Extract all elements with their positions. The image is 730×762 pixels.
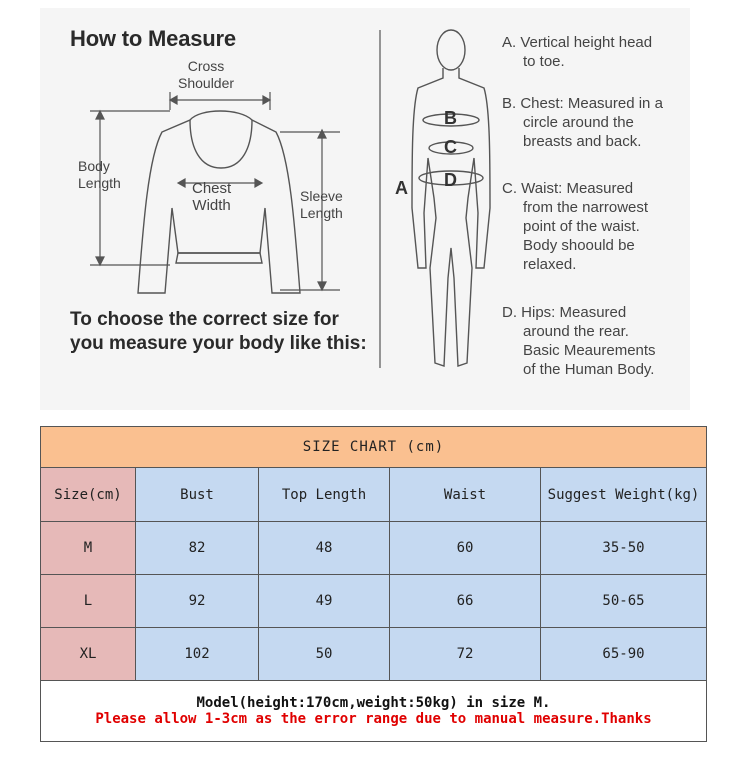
waist-cell: 72 <box>390 628 541 681</box>
bust-cell: 82 <box>136 522 259 575</box>
table-row <box>41 628 707 681</box>
body-length-label: Body Length <box>78 158 121 191</box>
legend-b-line: B. Chest: Measured in a <box>502 95 663 112</box>
bust-cell: 92 <box>136 575 259 628</box>
bust-cell: 102 <box>136 628 259 681</box>
choose-size-text <box>70 308 367 356</box>
legend-c-line: point of the waist. <box>523 218 640 235</box>
weight-cell: 65-90 <box>541 628 707 681</box>
legend-d-line: around the rear. <box>523 323 629 340</box>
legend-a-line: to toe. <box>523 53 565 70</box>
legend-c-line: Body shoould be <box>523 237 635 254</box>
legend-b-line: circle around the <box>523 114 634 131</box>
table-row <box>41 522 707 575</box>
model-note: Model(height:170cm,weight:50kg) in size M. <box>196 695 551 711</box>
size-cell: L <box>41 575 136 628</box>
waist-cell: 66 <box>390 575 541 628</box>
column-header: Suggest Weight(kg) <box>541 468 707 522</box>
legend-d-line: Basic Meaurements <box>523 342 656 359</box>
legend-b-line: breasts and back. <box>523 133 642 150</box>
note-cell <box>41 681 707 742</box>
cross-shoulder-label: Cross Shoulder <box>178 58 235 91</box>
legend-a-line: A. Vertical height head <box>502 34 653 51</box>
legend-d-line: of the Human Body. <box>523 361 655 378</box>
choose-line-1: To choose the correct size for <box>70 309 339 330</box>
letter-b: B <box>444 108 457 128</box>
legend-c-line: C. Waist: Measured <box>502 180 634 197</box>
column-header: Waist <box>390 468 541 522</box>
letter-a: A <box>395 178 408 198</box>
top-length-cell: 50 <box>259 628 390 681</box>
note-row <box>41 681 707 742</box>
legend-c-line: relaxed. <box>523 256 577 273</box>
size-chart-title: SIZE CHART (cm) <box>41 427 707 468</box>
size-chart-title-row <box>41 427 707 468</box>
legend-a <box>502 33 652 71</box>
top-length-cell: 48 <box>259 522 390 575</box>
error-range-note: Please allow 1-3cm as the error range due to manual measure.Thanks <box>95 711 652 727</box>
measure-guide <box>40 8 690 410</box>
column-header: Top Length <box>259 468 390 522</box>
sleeve-length-label: Sleeve Length <box>300 188 343 221</box>
column-header: Bust <box>136 468 259 522</box>
size-chart-table <box>40 426 707 742</box>
weight-cell: 35-50 <box>541 522 707 575</box>
legend-d-line: D. Hips: Measured <box>502 304 627 321</box>
legend-d <box>502 303 656 379</box>
column-header: Size(cm) <box>41 468 136 522</box>
choose-line-2: you measure your body like this: <box>70 333 367 354</box>
letter-d: D <box>444 170 457 190</box>
table-header-row <box>41 468 707 522</box>
size-cell: XL <box>41 628 136 681</box>
legend-c <box>502 179 648 274</box>
size-cell: M <box>41 522 136 575</box>
legend-c-line: from the narrowest <box>523 199 649 216</box>
guide-title: How to Measure <box>70 26 236 51</box>
weight-cell: 50-65 <box>541 575 707 628</box>
top-length-cell: 49 <box>259 575 390 628</box>
legend-b <box>502 94 663 151</box>
chest-width-label: Chest Width <box>192 180 232 214</box>
waist-cell: 60 <box>390 522 541 575</box>
letter-c: C <box>444 137 457 157</box>
table-row <box>41 575 707 628</box>
